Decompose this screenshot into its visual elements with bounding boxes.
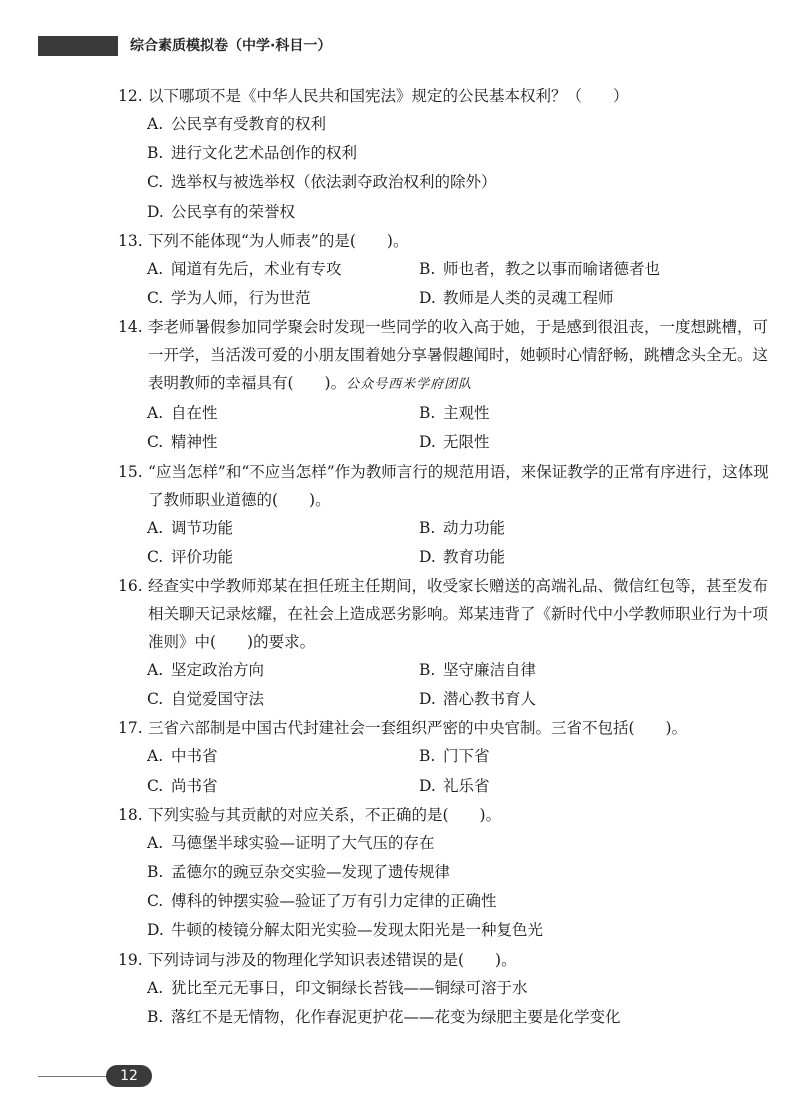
option-d: [419, 543, 691, 572]
option-b: [419, 742, 691, 771]
option-a: [147, 656, 419, 685]
handwritten-note: 公众号西米学府团队: [346, 377, 473, 393]
option-text: 牛顿的棱镜分解太阳光实验—发现太阳光是一种复色光: [171, 921, 544, 940]
option-letter: C.: [147, 433, 164, 452]
option-list: [118, 829, 778, 946]
option-letter: C.: [147, 776, 164, 795]
option-row: [147, 685, 778, 714]
option-letter: B.: [419, 259, 436, 278]
option-a: [147, 742, 419, 771]
option-text: 教育功能: [443, 547, 506, 566]
option-letter: D.: [419, 776, 436, 795]
option-text: 傅科的钟摆实验—验证了万有引力定律的正确性: [171, 892, 497, 911]
option-text: 闻道有先后，术业有专攻: [171, 259, 342, 278]
option-text: 落红不是无情物，化作春泥更护花——花变为绿肥主要是化学变化: [171, 1007, 621, 1026]
option-a: [147, 974, 778, 1003]
option-c: [147, 685, 419, 714]
question-stem: [148, 572, 778, 656]
option-row: [147, 399, 778, 428]
option-text: 坚守廉洁自律: [443, 661, 537, 680]
option-text: 无限性: [443, 433, 490, 452]
question-stem: [148, 227, 778, 255]
option-d: [147, 198, 778, 227]
question-stem-text: “应当怎样”和“不应当怎样”作为教师言行的规范用语，来保证教学的正常有序进行，这体现了教师职业道德的( )。: [148, 462, 769, 509]
option-letter: D.: [147, 921, 164, 940]
option-letter: A.: [147, 518, 164, 537]
question-13: [118, 227, 778, 255]
option-letter: C.: [147, 547, 164, 566]
question-number: 15.: [118, 462, 143, 481]
option-d: [419, 284, 691, 313]
option-b: [419, 514, 691, 543]
option-row: [147, 428, 778, 457]
option-row: [147, 543, 778, 572]
option-letter: B.: [147, 863, 164, 882]
option-letter: C.: [147, 289, 164, 308]
option-c: [147, 772, 419, 801]
option-list: [118, 399, 778, 457]
option-b: [419, 399, 691, 428]
option-letter: D.: [419, 433, 436, 452]
option-b: [147, 139, 778, 168]
option-list: [118, 255, 778, 313]
question-14: [118, 313, 778, 399]
option-letter: A.: [147, 978, 164, 997]
question-number: 13.: [118, 231, 143, 250]
option-text: 主观性: [443, 404, 490, 423]
question-number: 19.: [118, 950, 143, 969]
option-letter: B.: [419, 661, 436, 680]
option-text: 礼乐省: [443, 776, 490, 795]
option-letter: D.: [419, 690, 436, 709]
option-text: 自在性: [171, 404, 218, 423]
option-text: 犹比至元无事日，印文铜绿长苔钱——铜绿可溶于水: [171, 978, 528, 997]
question-stem: [148, 458, 778, 514]
option-text: 马德堡半球实验—证明了大气压的存在: [171, 833, 435, 852]
question-stem: [148, 313, 778, 399]
question-stem-text: 下列诗词与涉及的物理化学知识表述错误的是( )。: [148, 950, 517, 969]
question-stem: [148, 82, 778, 110]
question-number: 12.: [118, 87, 143, 105]
option-letter: D.: [419, 289, 436, 308]
option-text: 尚书省: [171, 776, 218, 795]
option-letter: A.: [147, 747, 164, 766]
option-letter: C.: [147, 690, 164, 709]
option-list: [118, 742, 778, 800]
option-a: [147, 255, 419, 284]
option-row: [147, 514, 778, 543]
page-number-badge: 12: [106, 1065, 152, 1087]
option-letter: A.: [147, 404, 164, 423]
question-stem-text: 三省六部制是中国古代封建社会一套组织严密的中央官制。三省不包括( )。: [148, 719, 688, 738]
option-d: [147, 916, 778, 945]
option-letter: C.: [147, 892, 164, 911]
option-d: [419, 428, 691, 457]
option-text: 师也者，教之以事而喻诸德者也: [443, 259, 661, 278]
option-c: [147, 168, 778, 197]
option-text: 教师是人类的灵魂工程师: [443, 289, 614, 308]
option-text: 评价功能: [171, 547, 234, 566]
question-18: [118, 801, 778, 829]
question-number: 16.: [118, 577, 143, 596]
option-text: 公民享有的荣誉权: [171, 202, 296, 221]
question-number: 14.: [118, 318, 143, 337]
header-title: 综合素质模拟卷（中学·科目一）: [130, 38, 332, 54]
option-b: [147, 858, 778, 887]
question-stem: [148, 714, 778, 742]
option-text: 潜心教书育人: [443, 690, 537, 709]
option-text: 公民享有受教育的权利: [171, 115, 327, 133]
question-17: [118, 714, 778, 742]
question-stem-text: 李老师暑假参加同学聚会时发现一些同学的收入高于她，于是感到很沮丧，一度想跳槽，可一开学，当活泼可爱的小朋友围着她分享暑假趣闻时，她顿时心情舒畅，跳槽念头全无。这表明教师的幸福具有( )。: [148, 318, 769, 393]
option-letter: D.: [147, 202, 164, 221]
option-row: [147, 656, 778, 685]
footer-rule: [38, 1076, 108, 1077]
option-text: 孟德尔的豌豆杂交实验—发现了遗传规律: [171, 863, 451, 882]
option-text: 动力功能: [443, 518, 506, 537]
option-text: 坚定政治方向: [171, 661, 265, 680]
option-b: [147, 1003, 778, 1032]
option-row: [147, 742, 778, 771]
option-letter: B.: [419, 518, 436, 537]
option-letter: A.: [147, 661, 164, 680]
option-letter: C.: [147, 173, 164, 192]
option-text: 学为人师，行为世范: [171, 289, 311, 308]
option-letter: B.: [419, 404, 436, 423]
option-text: 精神性: [171, 433, 218, 452]
question-stem-text: 以下哪项不是《中华人民共和国宪法》规定的公民基本权利？（ ）: [148, 87, 629, 105]
option-letter: B.: [419, 747, 436, 766]
question-16: [118, 572, 778, 656]
question-stem: [148, 801, 778, 829]
option-text: 进行文化艺术品创作的权利: [171, 144, 358, 163]
question-number: 18.: [118, 805, 143, 824]
option-c: [147, 887, 778, 916]
option-row: [147, 772, 778, 801]
option-list: [118, 974, 778, 1032]
option-d: [419, 685, 691, 714]
option-b: [419, 656, 691, 685]
question-number: 17.: [118, 719, 143, 738]
option-text: 调节功能: [171, 518, 234, 537]
option-text: 选举权与被选举权（依法剥夺政治权利的除外）: [171, 173, 497, 192]
option-c: [147, 284, 419, 313]
question-19: [118, 946, 778, 974]
question-stem-text: 下列实验与其贡献的对应关系，不正确的是( )。: [148, 805, 502, 824]
question-stem-text: 经查实中学教师郑某在担任班主任期间，收受家长赠送的高端礼品、微信红包等，甚至发布相关聊天记录炫耀，在社会上造成恶劣影响。郑某违背了《新时代中小学教师职业行为十项准则》中( )的要求。: [148, 577, 769, 652]
option-row: [147, 284, 778, 313]
question-stem-text: 下列不能体现“为人师表”的是( )。: [148, 231, 409, 250]
option-a: [147, 399, 419, 428]
option-letter: A.: [147, 115, 164, 133]
option-letter: B.: [147, 144, 164, 163]
option-list: [118, 514, 778, 572]
option-b: [419, 255, 691, 284]
question-stem: [148, 946, 778, 974]
option-letter: B.: [147, 1007, 164, 1026]
option-row: [147, 255, 778, 284]
question-15: [118, 458, 778, 514]
option-d: [419, 772, 691, 801]
question-12: [118, 82, 778, 110]
header-decor-bar: [38, 36, 118, 56]
option-c: [147, 543, 419, 572]
option-list: [118, 656, 778, 714]
option-a: [147, 110, 778, 139]
option-letter: A.: [147, 833, 164, 852]
question-list: [118, 82, 778, 1032]
option-text: 中书省: [171, 747, 218, 766]
option-c: [147, 428, 419, 457]
option-a: [147, 514, 419, 543]
option-text: 自觉爱国守法: [171, 690, 265, 709]
option-list: [118, 110, 778, 227]
option-letter: A.: [147, 259, 164, 278]
option-a: [147, 829, 778, 858]
option-text: 门下省: [443, 747, 490, 766]
option-letter: D.: [419, 547, 436, 566]
